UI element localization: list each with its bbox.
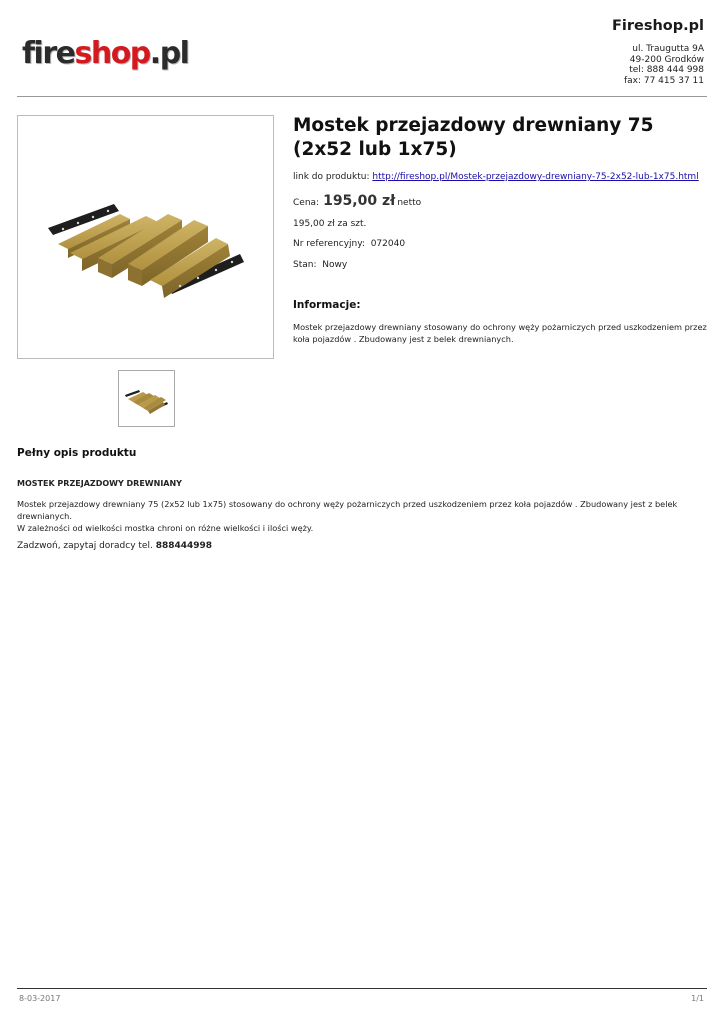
print-date: 8-03-2017 xyxy=(19,994,61,1003)
address-city: 49-200 Grodków xyxy=(629,54,704,65)
logo-text-fire: fire xyxy=(22,36,75,71)
info-heading: Informacje: xyxy=(293,299,361,311)
product-main-image[interactable] xyxy=(17,115,274,359)
price-row xyxy=(293,193,421,209)
wooden-hose-bridge-thumbnail xyxy=(119,371,174,426)
address-street: ul. Traugutta 9A xyxy=(632,44,704,54)
price-suffix: netto xyxy=(397,198,422,208)
info-text: Mostek przejazdowy drewniany stosowany do ochrony węży pożarniczych przed uszkodzeniem przez koła pojazdów . Zbudowany jest z belek drewnianych. xyxy=(293,322,707,344)
state-label: Stan: xyxy=(293,260,317,270)
phone-number: tel: 888 444 998 xyxy=(629,65,704,75)
contact-line xyxy=(17,540,212,552)
price-value: 195,00 zł xyxy=(323,193,396,209)
full-description-line-1: Mostek przejazdowy drewniany 75 (2x52 lub 1x75) stosowany do ochrony węży pożarniczych przed uszkodzeniem przez koła pojazdów . Zbudowany jest z belek drewnianych. xyxy=(17,499,678,521)
logo-text-shop: shop xyxy=(74,36,150,71)
page-number: 1/1 xyxy=(691,994,704,1003)
header-divider xyxy=(17,96,707,97)
company-name: Fireshop.pl xyxy=(611,18,704,34)
fax-number: fax: 77 415 37 11 xyxy=(623,75,704,86)
full-description-line-2: W zależności od wielkości mostka chroni on różne wielkości i ilości węży. xyxy=(17,523,314,533)
site-logo[interactable] xyxy=(22,36,188,71)
wooden-hose-bridge-image xyxy=(18,116,273,358)
product-link-label: link do produktu: xyxy=(293,172,370,182)
product-link[interactable]: http://fireshop.pl/Mostek-przejazdowy-drewniany-75-2x52-lub-1x75.html xyxy=(372,172,699,182)
product-link-row xyxy=(293,172,699,182)
product-thumbnail[interactable] xyxy=(118,370,175,427)
price-label: Cena: xyxy=(293,198,320,208)
state-row xyxy=(293,260,347,270)
full-description-subheading: MOSTEK PRZEJAZDOWY DREWNIANY xyxy=(17,479,182,488)
unit-price: 195,00 zł za szt. xyxy=(293,219,367,229)
contact-phone: 888444998 xyxy=(155,541,213,551)
reference-label: Nr referencyjny: xyxy=(293,239,365,249)
product-title: Mostek przejazdowy drewniany 75 (2x52 lub 1x75) xyxy=(293,115,654,160)
full-description-text xyxy=(17,498,717,534)
reference-value: 072040 xyxy=(370,239,406,249)
footer-divider xyxy=(17,988,707,989)
reference-row xyxy=(293,239,405,249)
company-contact-info xyxy=(624,44,704,86)
logo-text-pl: .pl xyxy=(149,36,189,71)
contact-text: Zadzwoń, zapytaj doradcy tel. xyxy=(17,541,153,551)
full-description-heading: Pełny opis produktu xyxy=(17,447,137,459)
state-value: Nowy xyxy=(322,260,348,270)
